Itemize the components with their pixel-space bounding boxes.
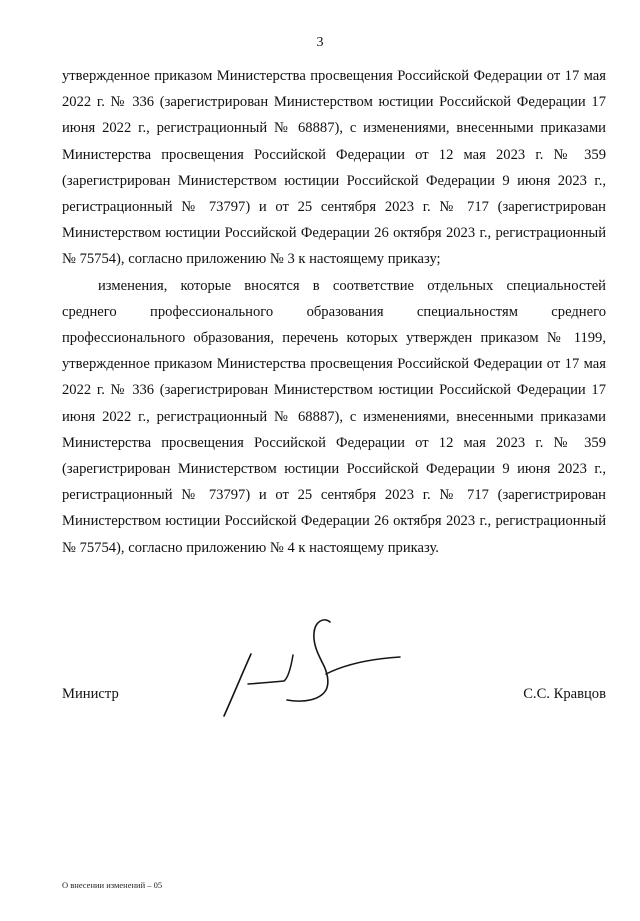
document-body	[62, 63, 606, 561]
signature-stroke-tail	[326, 657, 400, 674]
paragraph-continuation: утвержденное приказом Министерства просвещения Российской Федерации от 17 мая 2022 г. № 336 (зарегистрирован Министерством юстиции Российской Федерации 17 июня 2022 г., регистрационный № 68887), с изменениями, внесенными приказами Министерства просвещения Российской Федерации от 12 мая 2023 г. № 359 (зарегистрирован Министерством юстиции Российской Федерации 9 июня 2023 г., регистрационный № 73797) и от 25 сентября 2023 г. № 717 (зарегистрирован Министерством юстиции Российской Федерации 26 октября 2023 г., регистрационный № 75754), согласно приложению № 3 к настоящему приказу;	[62, 68, 606, 268]
footer-note: О внесении изменений – 05	[62, 880, 163, 890]
signature-block	[62, 683, 606, 705]
handwritten-signature	[218, 612, 408, 722]
signature-stroke-horizontal	[248, 655, 293, 684]
paragraph-amendments-appendix-4: изменения, которые вносятся в соответствие отдельных специальностей среднего профессионального образования специальностям среднего профессионального образования, перечень которых утвержден приказом № 1199, утвержденное приказом Министерства просвещения Российской Федерации от 17 мая 2022 г. № 336 (зарегистрирован Министерством юстиции Российской Федерации 17 июня 2022 г., регистрационный № 68887), с изменениями, внесенными приказами Министерства просвещения Российской Федерации от 12 мая 2023 г. № 359 (зарегистрирован Министерством юстиции Российской Федерации 9 июня 2023 г., регистрационный № 73797) и от 25 сентября 2023 г. № 717 (зарегистрирован Министерством юстиции Российской Федерации 26 октября 2023 г., регистрационный № 75754), согласно приложению № 4 к настоящему приказу.	[62, 277, 606, 556]
page-number: 3	[316, 35, 324, 50]
signatory-position: Министр	[62, 686, 119, 702]
signatory-name: С.С. Кравцов	[523, 686, 606, 702]
